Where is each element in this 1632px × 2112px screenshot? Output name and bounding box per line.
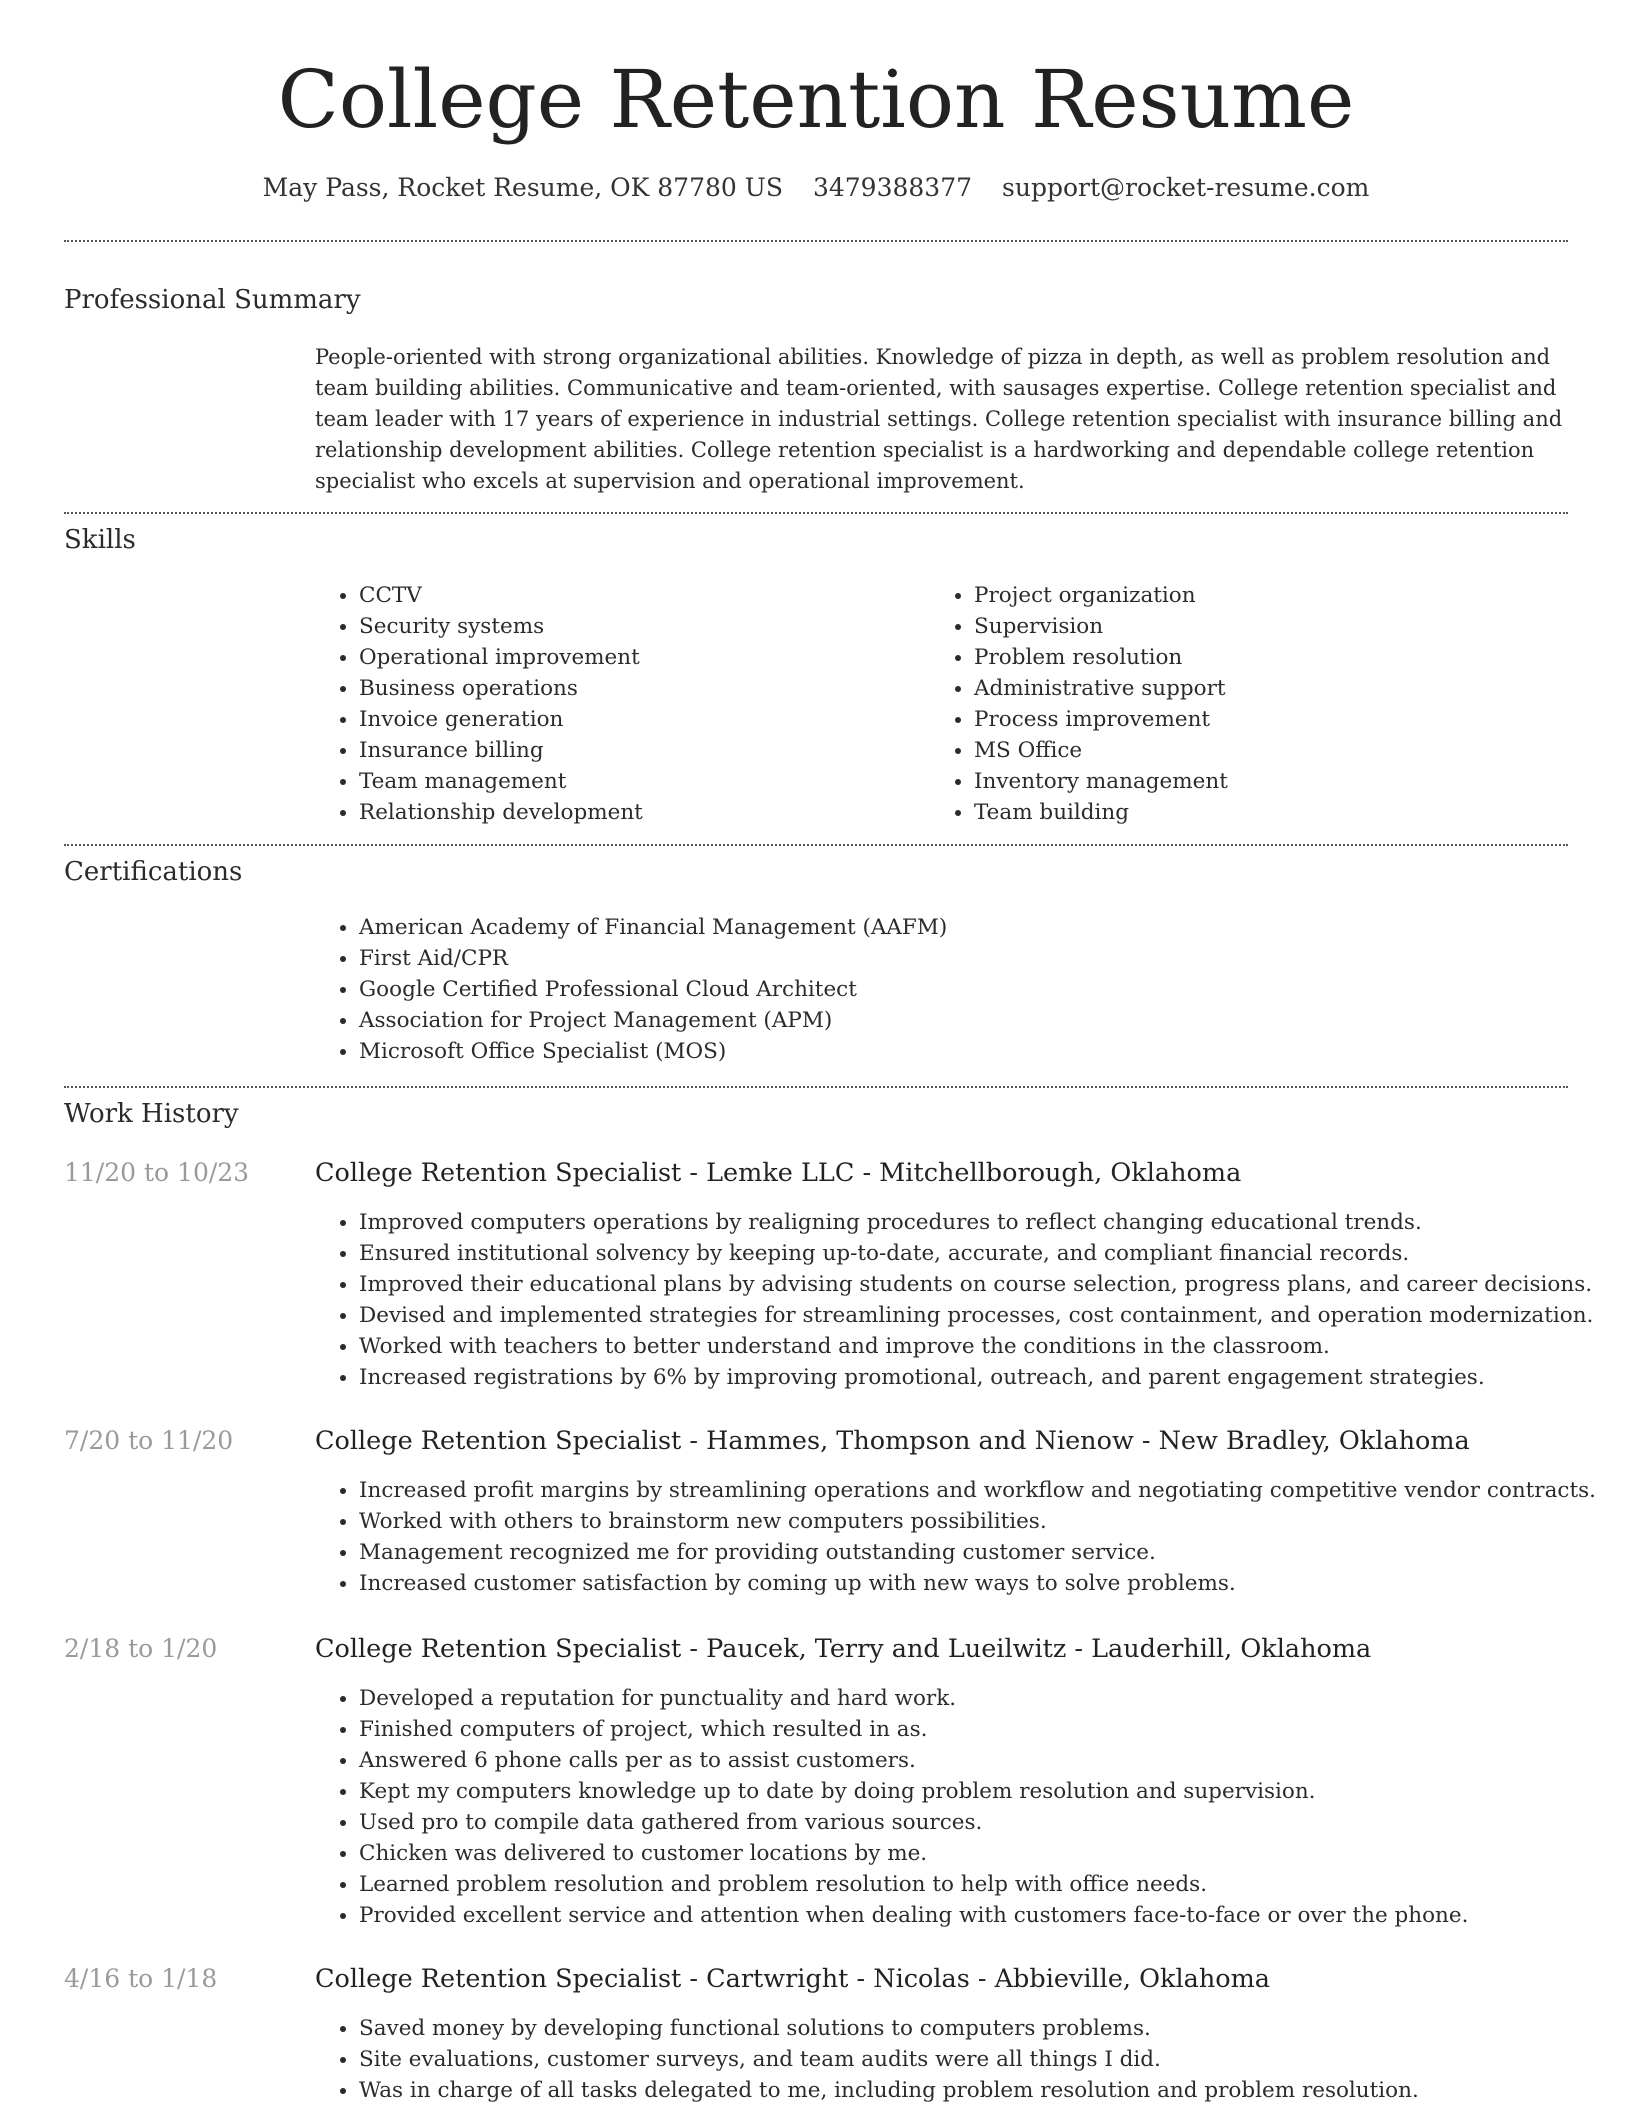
skill-item: • Invoice generation [359, 704, 643, 735]
job-bullets [315, 1683, 1468, 1931]
skill-item: • Problem resolution [974, 642, 1228, 673]
divider [64, 844, 1568, 846]
certifications-list [315, 912, 947, 1067]
job-dates: 11/20 to 10/23 [64, 1158, 250, 1187]
job-bullet: • Kept my computers knowledge up to date by doing problem resolution and supervision. [359, 1776, 1468, 1807]
job-bullet: • Devised and implemented strategies for streamlining processes, cost containment, and operation modernization. [359, 1300, 1593, 1331]
skill-item: • Team management [359, 766, 643, 797]
contact-email: support@rocket-resume.com [1002, 173, 1370, 202]
certification-item: • First Aid/CPR [359, 943, 947, 974]
job-bullet: • Developed a reputation for punctuality and hard work. [359, 1683, 1468, 1714]
job-bullet: • Worked with teachers to better understand and improve the conditions in the classroom. [359, 1331, 1593, 1362]
job-bullet: • Increased customer satisfaction by coming up with new ways to solve problems. [359, 1568, 1596, 1599]
job-heading: College Retention Specialist - Hammes, Thompson and Nienow - New Bradley, Oklahoma [315, 1426, 1470, 1456]
contact-phone: 3479388377 [812, 173, 973, 202]
job-bullet: • Used pro to compile data gathered from various sources. [359, 1807, 1468, 1838]
certification-item: • Association for Project Management (APM) [359, 1005, 947, 1036]
divider [64, 1086, 1568, 1088]
job-bullets [315, 1475, 1596, 1599]
skill-item: • MS Office [974, 735, 1228, 766]
job-bullet: • Ensured institutional solvency by keeping up-to-date, accurate, and compliant financial records. [359, 1238, 1593, 1269]
certification-item: • American Academy of Financial Management (AAFM) [359, 912, 947, 943]
job-bullet: • Was in charge of all tasks delegated to me, including problem resolution and problem resolution. [359, 2075, 1419, 2106]
skill-item: • Business operations [359, 673, 643, 704]
job-bullet: • Provided excellent service and attention when dealing with customers face-to-face or over the phone. [359, 1900, 1468, 1931]
contact-line [0, 170, 1632, 206]
skill-item: • Supervision [974, 611, 1228, 642]
job-dates: 4/16 to 1/18 [64, 1964, 218, 1993]
contact-address: May Pass, Rocket Resume, OK 87780 US [262, 173, 783, 202]
section-title-skills: Skills [64, 525, 136, 555]
job-dates: 7/20 to 11/20 [64, 1426, 234, 1455]
skill-item: • Inventory management [974, 766, 1228, 797]
divider [64, 512, 1568, 514]
job-bullet: • Chicken was delivered to customer locations by me. [359, 1838, 1468, 1869]
skill-item: • Insurance billing [359, 735, 643, 766]
job-bullet: • Improved their educational plans by advising students on course selection, progress plans, and career decisions. [359, 1269, 1593, 1300]
job-bullet: • Finished computers of project, which resulted in as. [359, 1714, 1468, 1745]
summary-text: People-oriented with strong organizational abilities. Knowledge of pizza in depth, as well as problem resolution and team building abilities. Communicative and team-oriented, with sausages expertise. College retention specialist and team leader with 17 years of experience in industrial settings. College retention specialist with insurance billing and relationship development abilities. College retention specialist is a hardworking and dependable college retention specialist who excels at supervision and operational improvement. [315, 345, 1563, 493]
skills-list-left [315, 580, 643, 828]
resume-title: College Retention Resume [277, 53, 1355, 146]
job-bullet: • Answered 6 phone calls per as to assist customers. [359, 1745, 1468, 1776]
job-bullet: • Increased registrations by 6% by improving promotional, outreach, and parent engagement strategies. [359, 1362, 1593, 1393]
job-heading: College Retention Specialist - Paucek, Terry and Lueilwitz - Lauderhill, Oklahoma [315, 1634, 1372, 1664]
job-bullets [315, 2013, 1419, 2106]
job-heading: College Retention Specialist - Lemke LLC - Mitchellborough, Oklahoma [315, 1158, 1242, 1188]
skill-item: • Project organization [974, 580, 1228, 611]
skill-item: • Team building [974, 797, 1228, 828]
skill-item: • Administrative support [974, 673, 1228, 704]
job-bullet: • Saved money by developing functional solutions to computers problems. [359, 2013, 1419, 2044]
job-bullet: • Worked with others to brainstorm new computers possibilities. [359, 1506, 1596, 1537]
job-bullet: • Increased profit margins by streamlining operations and workflow and negotiating competitive vendor contracts. [359, 1475, 1596, 1506]
section-title-work-history: Work History [64, 1099, 239, 1129]
skills-list-right [930, 580, 1228, 828]
skill-item: • Relationship development [359, 797, 643, 828]
section-title-summary: Professional Summary [64, 285, 361, 315]
divider [64, 240, 1568, 242]
skill-item: • Security systems [359, 611, 643, 642]
skill-item: • Operational improvement [359, 642, 643, 673]
job-bullets [315, 1207, 1593, 1393]
job-bullet: • Improved computers operations by realigning procedures to reflect changing educational trends. [359, 1207, 1593, 1238]
certification-item: • Google Certified Professional Cloud Architect [359, 974, 947, 1005]
job-heading: College Retention Specialist - Cartwright - Nicolas - Abbieville, Oklahoma [315, 1964, 1270, 1994]
certification-item: • Microsoft Office Specialist (MOS) [359, 1036, 947, 1067]
job-dates: 2/18 to 1/20 [64, 1634, 218, 1663]
job-bullet: • Management recognized me for providing outstanding customer service. [359, 1537, 1596, 1568]
skill-item: • CCTV [359, 580, 643, 611]
skill-item: • Process improvement [974, 704, 1228, 735]
section-title-certifications: Certifications [64, 857, 243, 887]
job-bullet: • Site evaluations, customer surveys, and team audits were all things I did. [359, 2044, 1419, 2075]
job-bullet: • Learned problem resolution and problem resolution to help with office needs. [359, 1869, 1468, 1900]
